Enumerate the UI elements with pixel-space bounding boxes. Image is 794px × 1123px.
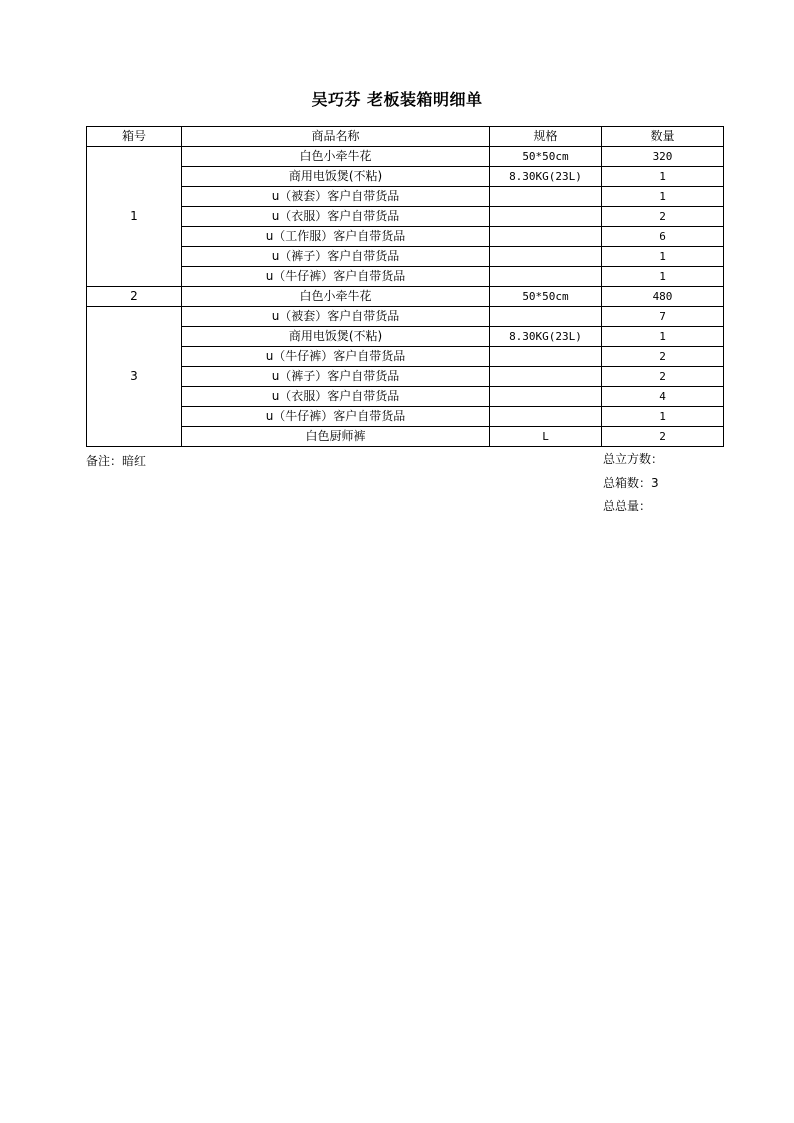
product-name-cell: u（牛仔裤）客户自带货品 <box>182 267 490 287</box>
spec-cell <box>490 307 602 327</box>
spec-cell <box>490 347 602 367</box>
quantity-cell: 2 <box>602 427 724 447</box>
spec-cell <box>490 267 602 287</box>
product-name-cell: u（被套）客户自带货品 <box>182 187 490 207</box>
spec-cell <box>490 207 602 227</box>
quantity-cell: 2 <box>602 367 724 387</box>
quantity-cell: 320 <box>602 147 724 167</box>
spec-cell: 8.30KG(23L) <box>490 327 602 347</box>
table-row <box>87 367 724 387</box>
quantity-cell: 1 <box>602 187 724 207</box>
table-row <box>87 227 724 247</box>
quantity-cell: 480 <box>602 287 724 307</box>
spec-cell: 50*50cm <box>490 287 602 307</box>
table-row <box>87 187 724 207</box>
spec-cell <box>490 367 602 387</box>
quantity-cell: 2 <box>602 207 724 227</box>
header-quantity: 数量 <box>602 127 724 147</box>
header-spec: 规格 <box>490 127 602 147</box>
quantity-cell: 2 <box>602 347 724 367</box>
product-name-cell: u（牛仔裤）客户自带货品 <box>182 347 490 367</box>
spec-cell <box>490 387 602 407</box>
document-title: 吴巧芬 老板装箱明细单 <box>311 90 483 109</box>
spec-cell <box>490 187 602 207</box>
spec-cell: 50*50cm <box>490 147 602 167</box>
spec-cell <box>490 407 602 427</box>
table-row <box>87 307 724 327</box>
table-row <box>87 247 724 267</box>
table-row <box>87 147 724 167</box>
product-name-cell: u（裤子）客户自带货品 <box>182 367 490 387</box>
table-row <box>87 387 724 407</box>
product-name-cell: 商用电饭煲(不粘) <box>182 167 490 187</box>
total-weight-label: 总总量： <box>603 499 652 513</box>
table-row <box>87 407 724 427</box>
quantity-cell: 1 <box>602 167 724 187</box>
table-row <box>87 427 724 447</box>
table-row <box>87 287 724 307</box>
header-product-name: 商品名称 <box>182 127 490 147</box>
packing-list-table <box>86 126 724 447</box>
product-name-cell: u（衣服）客户自带货品 <box>182 207 490 227</box>
product-name-cell: u（被套）客户自带货品 <box>182 307 490 327</box>
quantity-cell: 1 <box>602 407 724 427</box>
table-row <box>87 207 724 227</box>
box-number-cell: 3 <box>87 307 182 447</box>
product-name-cell: 商用电饭煲(不粘) <box>182 327 490 347</box>
quantity-cell: 6 <box>602 227 724 247</box>
product-name-cell: 白色小牵牛花 <box>182 287 490 307</box>
table-row <box>87 347 724 367</box>
spec-cell <box>490 247 602 267</box>
product-name-cell: u（衣服）客户自带货品 <box>182 387 490 407</box>
total-volume-label: 总立方数： <box>603 452 664 466</box>
product-name-cell: u（牛仔裤）客户自带货品 <box>182 407 490 427</box>
product-name-cell: 白色小牵牛花 <box>182 147 490 167</box>
product-name-cell: u（工作服）客户自带货品 <box>182 227 490 247</box>
header-box-number: 箱号 <box>87 127 182 147</box>
quantity-cell: 4 <box>602 387 724 407</box>
box-number-cell: 2 <box>87 287 182 307</box>
product-name-cell: 白色厨师裤 <box>182 427 490 447</box>
table-row <box>87 267 724 287</box>
quantity-cell: 7 <box>602 307 724 327</box>
box-number-cell: 1 <box>87 147 182 287</box>
total-boxes-label: 总箱数：3 <box>603 476 659 490</box>
remark-text: 备注：暗红 <box>86 454 147 468</box>
product-name-cell: u（裤子）客户自带货品 <box>182 247 490 267</box>
table-header-row <box>87 127 724 147</box>
spec-cell: 8.30KG(23L) <box>490 167 602 187</box>
spec-cell: L <box>490 427 602 447</box>
table-row <box>87 167 724 187</box>
quantity-cell: 1 <box>602 247 724 267</box>
quantity-cell: 1 <box>602 327 724 347</box>
quantity-cell: 1 <box>602 267 724 287</box>
spec-cell <box>490 227 602 247</box>
table-row <box>87 327 724 347</box>
